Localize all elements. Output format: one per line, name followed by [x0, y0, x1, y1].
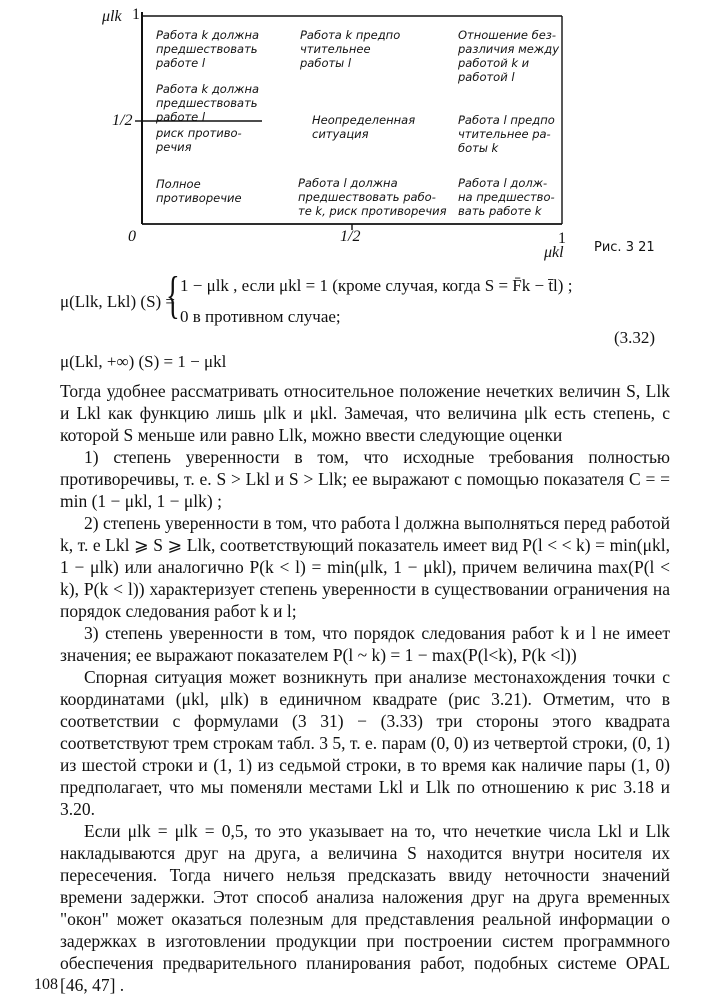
cell-mid-left-lower — [156, 126, 242, 154]
cell-line: работе l — [156, 56, 206, 70]
y-tick-half-label: 1/2 — [112, 112, 133, 129]
cell-line: боты k — [458, 141, 499, 155]
paragraph: 1) степень уверенности в том, что исходные требования полностью противоречивы, т. е. S > Lkl и S > Llk; ее выражают с помощью показателя C = = min (1 − μkl, 1 − μlk) ; — [60, 447, 670, 511]
cell-line: Отношение без- — [458, 28, 557, 42]
cell-line: Полное — [156, 177, 201, 191]
cell-bot-mid — [298, 176, 447, 218]
cell-bot-left — [156, 177, 242, 205]
figure-caption: Рис. 3 21 — [594, 240, 655, 255]
cell-line: Работа k должна — [156, 82, 260, 96]
cell-mid-right — [458, 113, 555, 155]
cell-line: Работа k предпо — [300, 28, 401, 42]
x-tick-half-label: 1/2 — [340, 228, 361, 245]
y-tick-one: 1 — [132, 6, 140, 23]
cell-top-right — [458, 28, 559, 84]
cell-top-left — [156, 28, 259, 70]
paragraph: 2) степень уверенности в том, что работа l должна выполняться перед работой k, т. е Lkl ⩾ S ⩾ Llk, соответствующий показатель имеет вид P(l < < k) = min(μkl, 1 − μlk) или аналогично P(k < l) = min(μlk, 1 − μkl), причем величина max(P(l < k), P(k < l)) характеризует степень уверенности в существовании ограничения на порядок следования работ k и l; — [60, 513, 670, 621]
origin-label: 0 — [128, 228, 136, 245]
cell-line: противоречие — [156, 191, 242, 205]
cell-mid-mid — [312, 113, 415, 141]
cell-line: риск противо- — [156, 126, 242, 140]
formula-2: μ(Lkl, +∞) (S) = 1 − μkl — [60, 352, 227, 371]
cell-line: Работа l долж- — [458, 176, 548, 190]
cell-mid-left-upper — [156, 82, 259, 124]
y-axis-label: μlk — [102, 8, 122, 25]
cell-line: речия — [156, 140, 192, 154]
cell-line: предшествовать — [156, 42, 258, 56]
x-axis-label: μkl — [544, 244, 564, 261]
figure-3-21 — [0, 0, 707, 262]
formula-1-case-2: 0 в противном случае; — [180, 307, 341, 326]
cell-line: работой l — [458, 70, 515, 84]
cell-line: вать работе k — [458, 204, 542, 218]
equation-number: (3.32) — [614, 328, 656, 347]
paragraph: Тогда удобнее рассматривать относительное положение нечетких величин S, Llk и Lkl как функцию лишь μlk и μkl. Замечая, что величина μlk есть степень, с которой S меньше или равно Llk, можно ввести следующие оценки — [60, 381, 670, 445]
cell-line: Работа l должна — [298, 176, 398, 190]
formula-1-lhs: μ(Llk, Lkl) (S) = — [60, 292, 176, 311]
formula-brace: { — [166, 267, 180, 324]
cell-line: предшествовать рабо- — [298, 190, 436, 204]
cell-line: чтительнее — [300, 42, 371, 56]
cell-line: на предшество- — [458, 190, 555, 204]
formula-1-case-1: 1 − μlk , если μkl = 1 (кроме случая, когда S = F̄k − t̄l) ; — [180, 276, 573, 295]
cell-line: ситуация — [312, 127, 369, 141]
cell-line: различия между — [458, 42, 559, 56]
cell-line: чтительнее ра- — [458, 127, 551, 141]
paragraph: 3) степень уверенности в том, что порядок следования работ k и l не имеет значения; ее выражают показателем P(l ~ k) = 1 − max(P(l<k), P(k <l)) — [60, 623, 670, 665]
cell-line: работой k и — [458, 56, 530, 70]
x-tick-one: 1 — [558, 230, 566, 247]
body-text — [60, 380, 670, 996]
cell-line: работе l — [156, 110, 206, 124]
cell-line: те k, риск противоречия — [298, 204, 447, 218]
page-number: 108 — [34, 976, 58, 993]
cell-line: предшествовать — [156, 96, 258, 110]
cell-line: работы l — [300, 56, 352, 70]
cell-line: Работа l предпо — [458, 113, 555, 127]
paragraph: Если μlk = μlk = 0,5, то это указывает на то, что нечеткие числа Lkl и Llk накладываются друг на друга, а величина S находится внутри носителя их пересечения. Тогда ничего нельзя предсказать ввиду неточности значений времени задержки. Этот способ анализа наложения друг на друга временных "окон" может оказаться полезным для представления реальной информации о задержках в изготовлении продукции при построении систем программного обеспечения предварительного планирования работ, подобных системе OPAL [46, 47] . — [60, 821, 670, 995]
cell-line: Работа k должна — [156, 28, 260, 42]
cell-top-mid — [300, 28, 400, 70]
cell-line: Неопределенная — [312, 113, 416, 127]
cell-bot-right — [458, 176, 555, 218]
paragraph: Спорная ситуация может возникнуть при анализе местонахождения точки с координатами (μkl, μlk) в единичном квадрате (рис 3.21). Отметим, что в соответствии с формулами (3 31) − (3.33) три стороны этого квадрата соответствуют трем строкам табл. 3 5, т. е. парам (0, 0) из четвертой строки, (0, 1) из шестой строки и (1, 1) из седьмой строки, в то время как наличие пары (1, 0) предполагает, что мы поменяли местами Lkl и Llk по отношению к рис 3.18 и 3.20. — [60, 667, 670, 819]
